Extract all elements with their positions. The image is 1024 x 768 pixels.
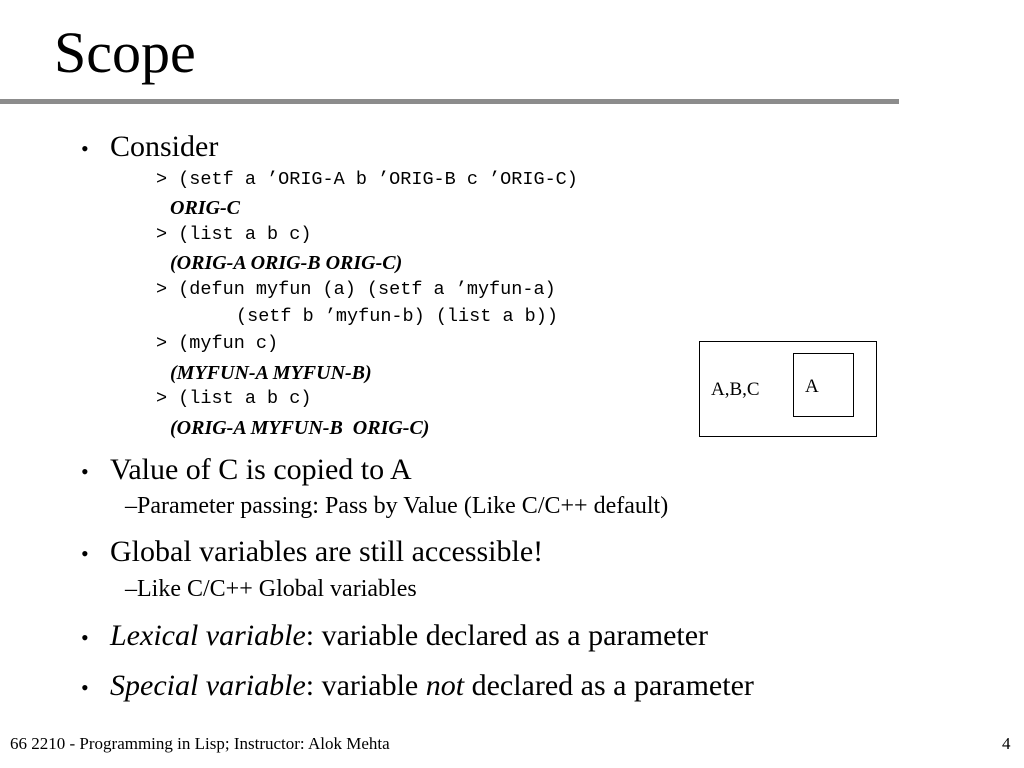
bullet-dot: • (81, 675, 89, 700)
bullet-text (110, 671, 754, 701)
function-scope-box (793, 353, 854, 417)
definition-text: : variable declared as a parameter (305, 619, 709, 652)
bullet-text: Value of C is copied to A (110, 453, 412, 486)
definition-text: : variable (305, 669, 426, 702)
sub-bullet (125, 494, 668, 518)
sub-bullet-text: Like C/C++ Global variables (137, 576, 417, 602)
code-line: > (list a b c) (156, 224, 312, 245)
code-line: (setf b ’myfun-b) (list a b)) (236, 306, 558, 327)
global-scope-label: A,B,C (711, 379, 760, 400)
term-lexical: Lexical variable (110, 619, 306, 652)
term-special: Special variable (110, 669, 306, 702)
result-line: (ORIG-A ORIG-B ORIG-C) (170, 252, 403, 274)
result-line: ORIG-C (170, 197, 241, 219)
code-line: > (setf a ’ORIG-A b ’ORIG-B c ’ORIG-C) (156, 169, 578, 190)
code-line: > (list a b c) (156, 388, 312, 409)
consider-label: Consider (110, 130, 219, 163)
code-line: > (myfun c) (156, 333, 279, 354)
bullet-dot: • (81, 625, 89, 650)
function-scope-label: A (805, 376, 819, 397)
result-line: (MYFUN-A MYFUN-B) (170, 362, 372, 384)
result-line: (ORIG-A MYFUN-B ORIG-C) (170, 417, 430, 439)
bullet-dot: • (81, 459, 89, 484)
dash-marker: – (125, 493, 137, 519)
bullet-dot: • (81, 541, 89, 566)
code-line: > (defun myfun (a) (setf a ’myfun-a) (156, 279, 556, 300)
sub-bullet (125, 577, 417, 601)
footer-course: 66 2210 - Programming in Lisp; Instructor: Alok Mehta (10, 734, 390, 753)
bullet-text: Global variables are still accessible! (110, 535, 544, 568)
slide-title: Scope (54, 20, 196, 85)
definition-text: declared as a parameter (464, 669, 754, 702)
sub-bullet-text: Parameter passing: Pass by Value (Like C/C++ default) (137, 493, 669, 519)
bullet-text (110, 621, 708, 651)
bullet-dot: • (81, 136, 89, 161)
title-divider (0, 99, 899, 104)
page-number: 4 (1002, 734, 1011, 753)
dash-marker: – (125, 576, 137, 602)
emphasis-not: not (425, 669, 465, 702)
